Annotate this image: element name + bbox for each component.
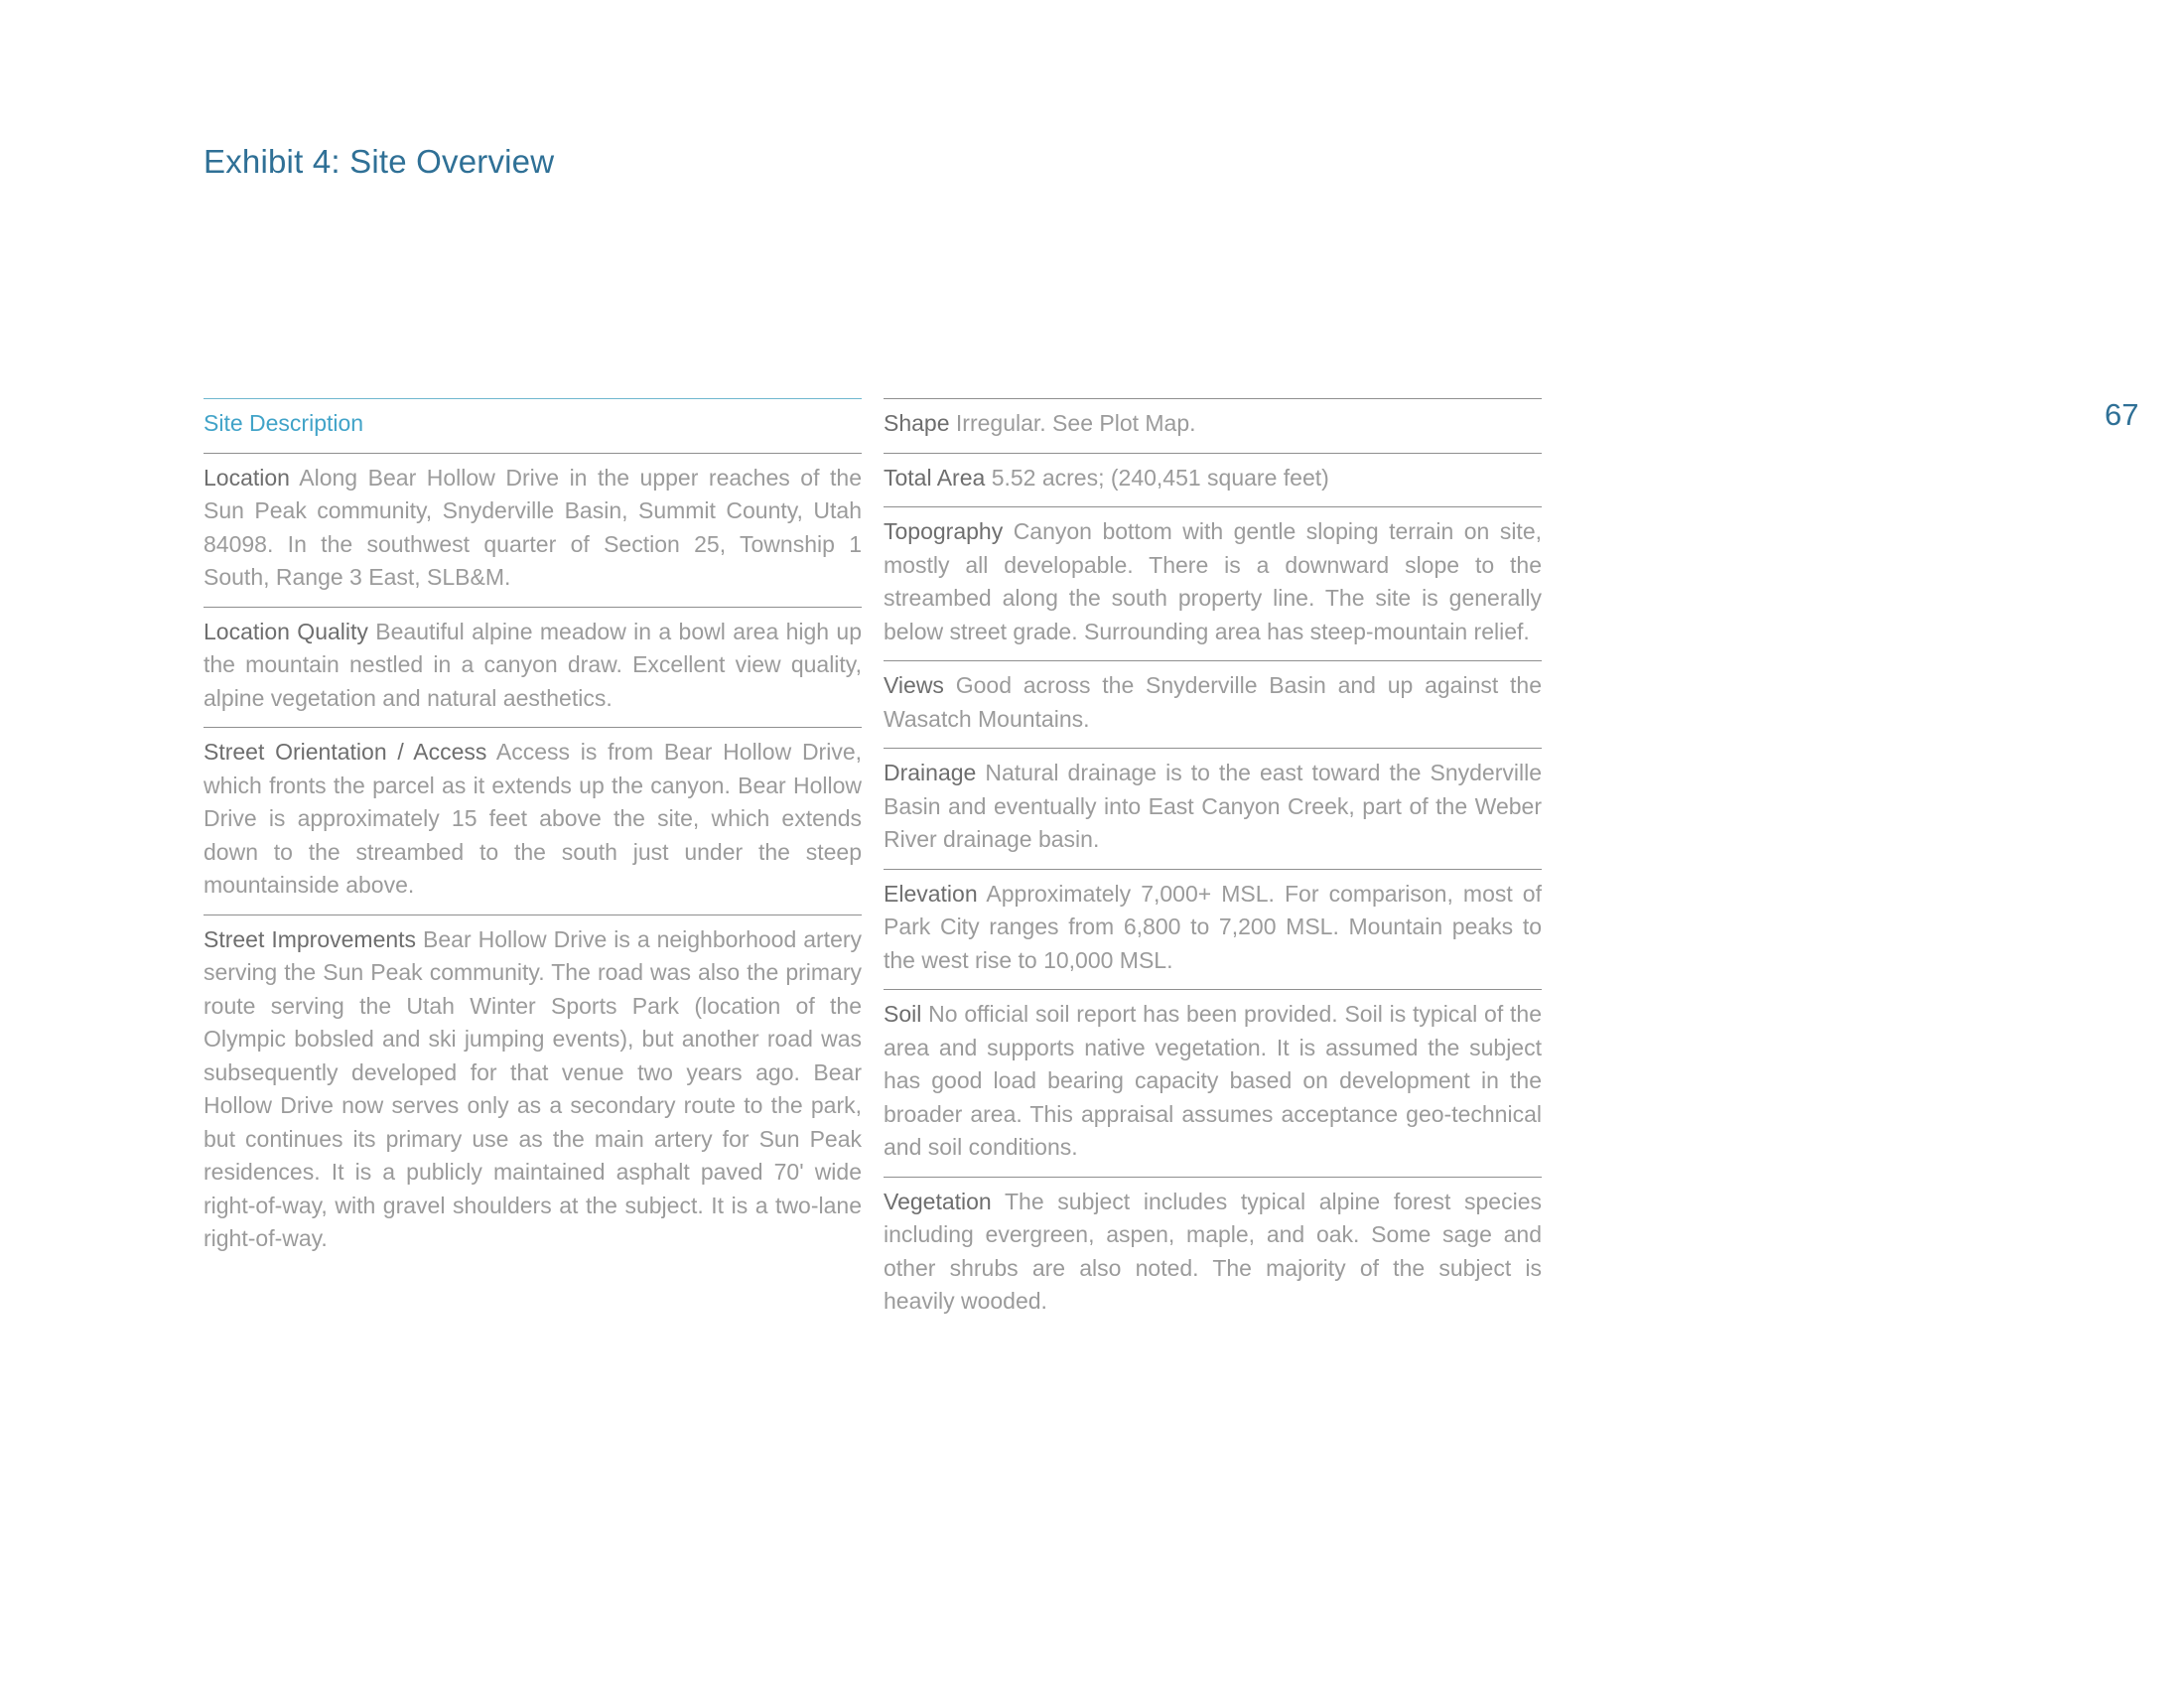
entry-label: Location: [204, 464, 290, 491]
page-number: 67: [2105, 397, 2139, 432]
entry-label: Location Quality: [204, 618, 368, 644]
entry-label: Shape: [884, 410, 950, 436]
entry-label: Street Improvements: [204, 925, 417, 952]
entry-text: No official soil report has been provided. Soil is typical of the area and supports native vegetation. It is assumed the subject has good load bearing capacity based on development in the broader area. This appraisal assumes acceptance geo-technical and soil conditions.: [884, 1001, 1542, 1160]
entry-label: Drainage: [884, 760, 977, 785]
entry-label: Soil: [884, 1001, 922, 1027]
entry-text: 5.52 acres; (240,451 square feet): [991, 464, 1329, 491]
entry-location: [204, 453, 862, 605]
entry-text: Bear Hollow Drive is a neighborhood artery serving the Sun Peak community. The road was also the primary route serving the Utah Winter Sports Park (location of the Olympic bobsled and ski jumping events), but another road was subsequently developed for that venue two years ago. Bear Hollow Drive now serves only as a secondary route to the park, but continues its primary use as the main artery for Sun Peak residences. It is a publicly maintained asphalt paved 70' wide right-of-way, with gravel shoulders at the subject. It is a two-lane right-of-way.: [204, 925, 863, 1251]
entry-location-quality: [204, 607, 862, 726]
entry-street-orientation: [204, 727, 862, 913]
entry-text: Good across the Snyderville Basin and up against the Wasatch Mountains.: [884, 672, 1543, 732]
page-title: Exhibit 4: Site Overview: [204, 143, 555, 180]
entry-text: Approximately 7,000+ MSL. For comparison, most of Park City ranges from 6,800 to 7,200 MSL. Mountain peaks to the west rise to 10,000 MSL.: [884, 880, 1542, 973]
entry-elevation: [884, 869, 1542, 988]
entry-views: [884, 660, 1542, 746]
entry-text: Along Bear Hollow Drive in the upper reaches of the Sun Peak community, Snyderville Basin, Summit County, Utah 84098. In the southwest quarter of Section 25, Township 1 South, Range 3 East, SLB&M.: [204, 464, 863, 590]
right-column: [884, 398, 1542, 1331]
entry-label: Total Area: [884, 464, 986, 491]
entry-text: Natural drainage is to the east toward the Snyderville Basin and eventually into East Canyon Creek, part of the Weber River drainage basin.: [884, 760, 1542, 852]
entry-drainage: [884, 748, 1542, 867]
entry-text: Canyon bottom with gentle sloping terrain on site, mostly all developable. There is a downward slope to the streambed along the south property line. The site is generally below street grade. Surrounding area has steep-mountain relief.: [884, 518, 1543, 644]
entry-label: Street Orientation / Access: [204, 739, 487, 765]
entry-text: Beautiful alpine meadow in a bowl area high up the mountain nestled in a canyon draw. Excellent view quality, alpine vegetation and natural aesthetics.: [204, 618, 863, 711]
entry-vegetation: [884, 1177, 1542, 1329]
entry-topography: [884, 506, 1542, 658]
entry-text: Irregular. See Plot Map.: [955, 410, 1196, 436]
entry-text: The subject includes typical alpine forest species including evergreen, aspen, maple, and oak. Some sage and other shrubs are also noted. The majority of the subject is heavily wooded.: [884, 1188, 1542, 1314]
entry-shape: [884, 398, 1542, 451]
section-header: [204, 398, 862, 451]
entry-label: Views: [884, 672, 944, 698]
entry-total-area: [884, 453, 1542, 505]
left-column: [204, 398, 862, 1268]
entry-label: Elevation: [884, 880, 978, 907]
entry-label: Vegetation: [884, 1188, 992, 1214]
section-header-text: Site Description: [204, 410, 364, 436]
entry-text: Access is from Bear Hollow Drive, which fronts the parcel as it extends up the canyon. Bear Hollow Drive is approximately 15 feet above the site, which extends down to the streambed to the south just under the steep mountainside above.: [204, 739, 863, 898]
entry-label: Topography: [884, 518, 1004, 544]
entry-street-improvements: [204, 914, 862, 1266]
entry-soil: [884, 989, 1542, 1175]
